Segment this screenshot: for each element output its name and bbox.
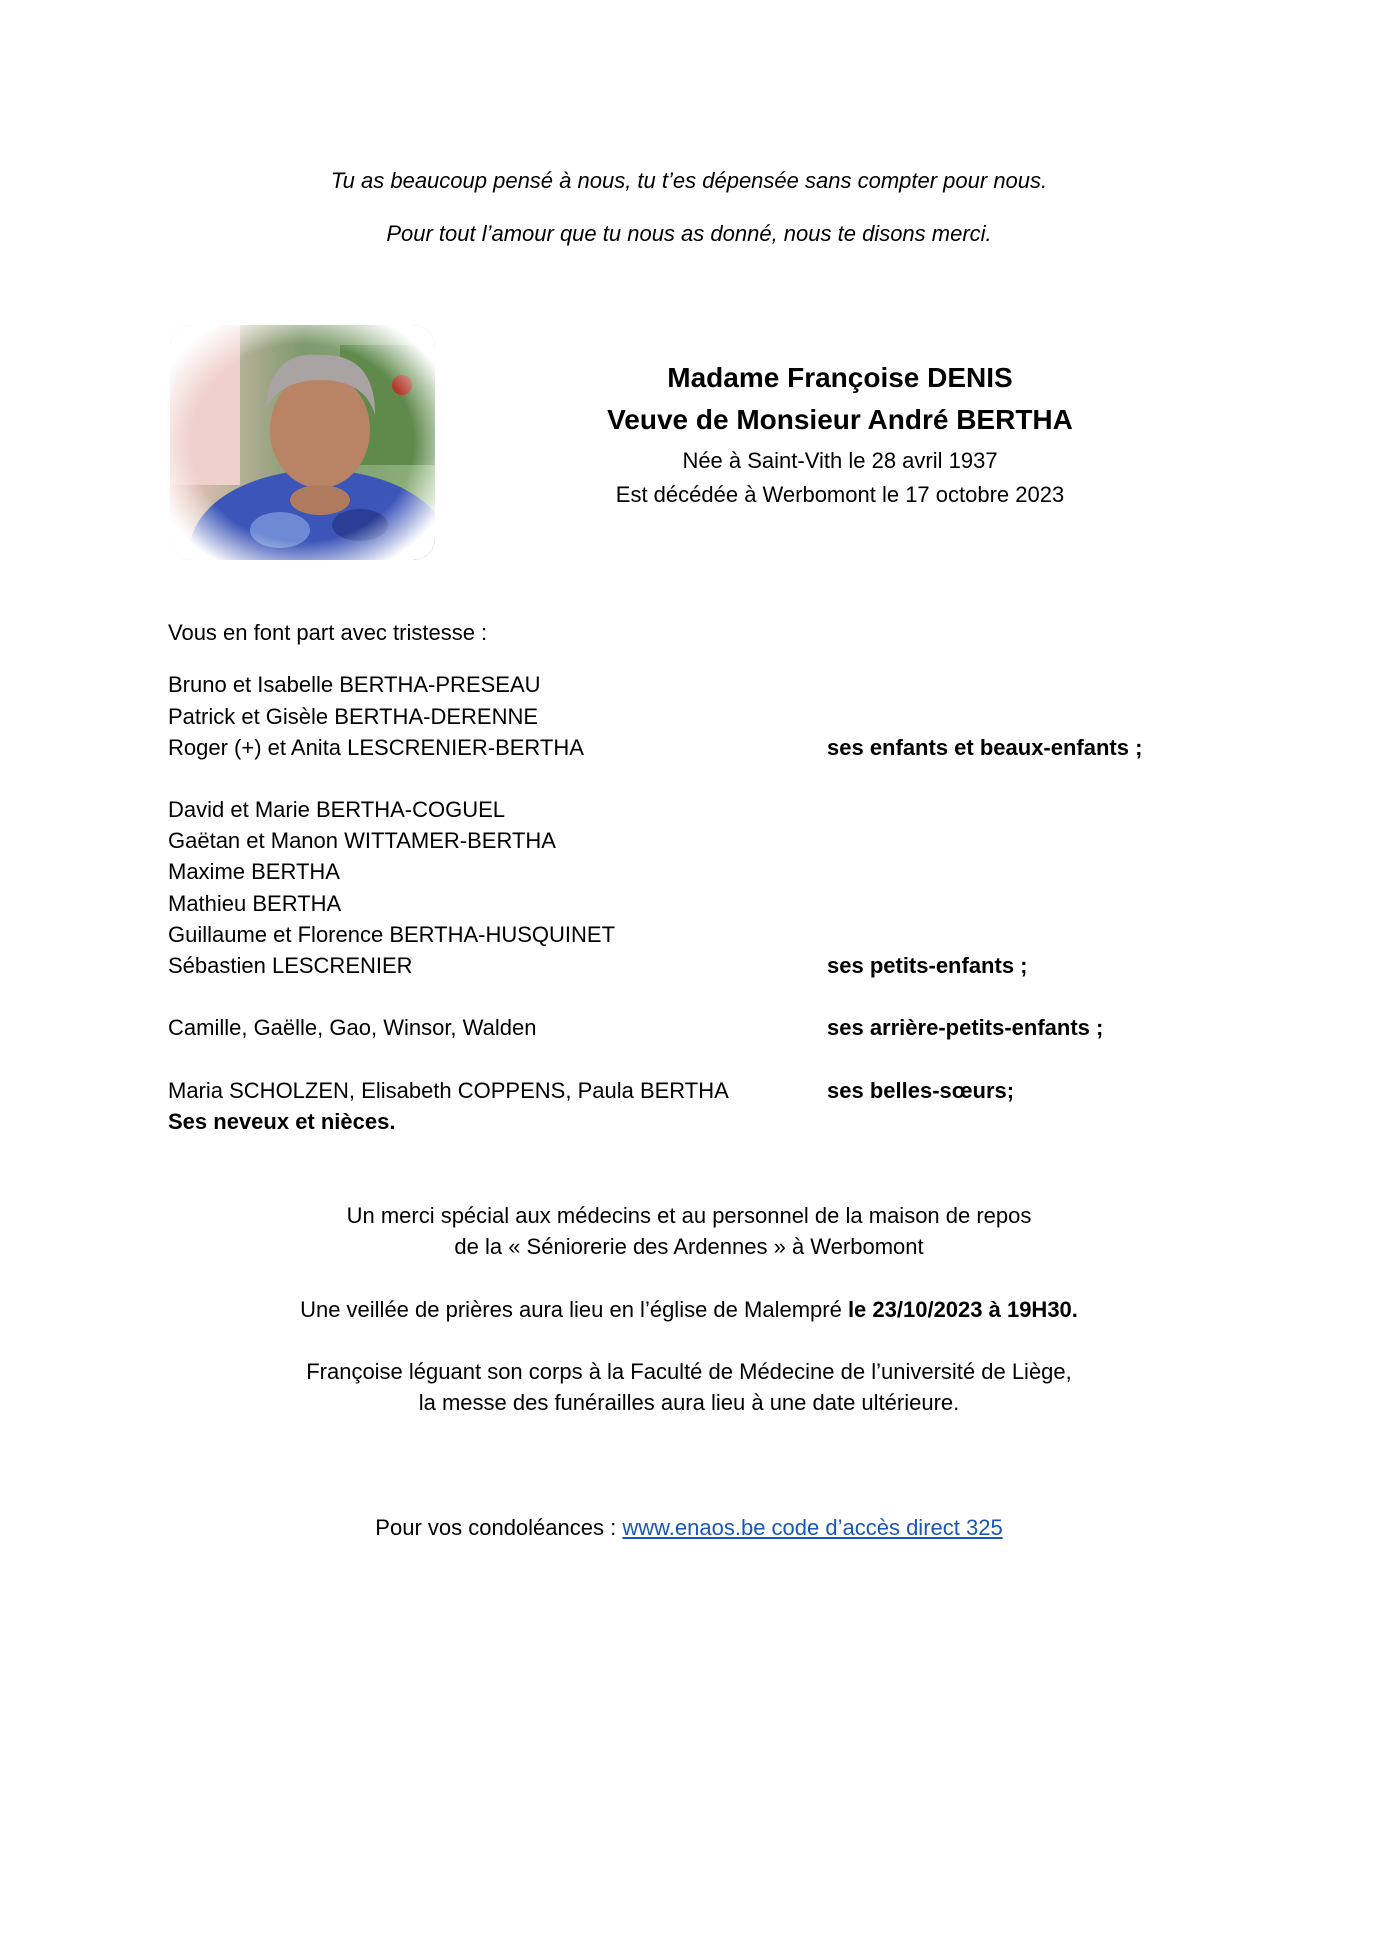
portrait-photo	[170, 325, 435, 560]
grandchild-name: David et Marie BERTHA-COGUEL	[168, 797, 506, 822]
announcement-text: Vous en font part avec tristesse :	[168, 620, 488, 645]
nephews-nieces: Ses neveux et nièces.	[168, 1109, 396, 1134]
deceased-name: Madame Françoise DENIS	[667, 362, 1013, 393]
grandchild-name: Guillaume et Florence BERTHA-HUSQUINET	[168, 922, 616, 947]
condolences-link[interactable]: www.enaos.be code d’accès direct 325	[622, 1515, 1003, 1540]
thanks-line-2: de la « Séniorerie des Ardennes » à Werbomont	[454, 1234, 924, 1259]
quote-line-2: Pour tout l’amour que tu nous as donné, nous te disons merci.	[386, 221, 992, 246]
widow-of: Veuve de Monsieur André BERTHA	[607, 404, 1073, 435]
children-relation: ses enfants et beaux-enfants ;	[827, 735, 1143, 760]
sisters-in-law-names: Maria SCHOLZEN, Elisabeth COPPENS, Paula BERTHA	[168, 1078, 729, 1103]
condolences	[0, 1515, 1378, 1541]
condolences-label: Pour vos condoléances :	[375, 1515, 623, 1540]
child-name: Patrick et Gisèle BERTHA-DERENNE	[168, 704, 539, 729]
grandchild-name: Maxime BERTHA	[168, 859, 340, 884]
grandchild-name: Mathieu BERTHA	[168, 891, 342, 916]
vigil-date: le 23/10/2023 à 19H30.	[847, 1297, 1078, 1322]
quote-line-1: Tu as beaucoup pensé à nous, tu t’es dépensée sans compter pour nous.	[330, 168, 1048, 193]
death-info: Est décédée à Werbomont le 17 octobre 2023	[615, 482, 1065, 507]
child-name: Roger (+) et Anita LESCRENIER-BERTHA	[168, 735, 584, 760]
great-grandchildren-names: Camille, Gaëlle, Gao, Winsor, Walden	[168, 1015, 537, 1040]
child-name: Bruno et Isabelle BERTHA-PRESEAU	[168, 672, 541, 697]
vigil-text: Une veillée de prières aura lieu en l’église de Malempré	[300, 1297, 848, 1322]
great-grandchildren-relation: ses arrière-petits-enfants ;	[827, 1015, 1104, 1040]
grandchild-name: Sébastien LESCRENIER	[168, 953, 413, 978]
vigil-info	[0, 1297, 1378, 1323]
grandchildren-relation: ses petits-enfants ;	[827, 953, 1028, 978]
thanks-line-1: Un merci spécial aux médecins et au personnel de la maison de repos	[346, 1203, 1032, 1228]
body-donation-line-2: la messe des funérailles aura lieu à une date ultérieure.	[418, 1390, 960, 1415]
grandchild-name: Gaëtan et Manon WITTAMER-BERTHA	[168, 828, 556, 853]
birth-info: Née à Saint-Vith le 28 avril 1937	[682, 448, 998, 473]
sisters-in-law-relation: ses belles-sœurs;	[827, 1078, 1015, 1103]
body-donation-line-1: Françoise léguant son corps à la Faculté de Médecine de l’université de Liège,	[306, 1359, 1072, 1384]
